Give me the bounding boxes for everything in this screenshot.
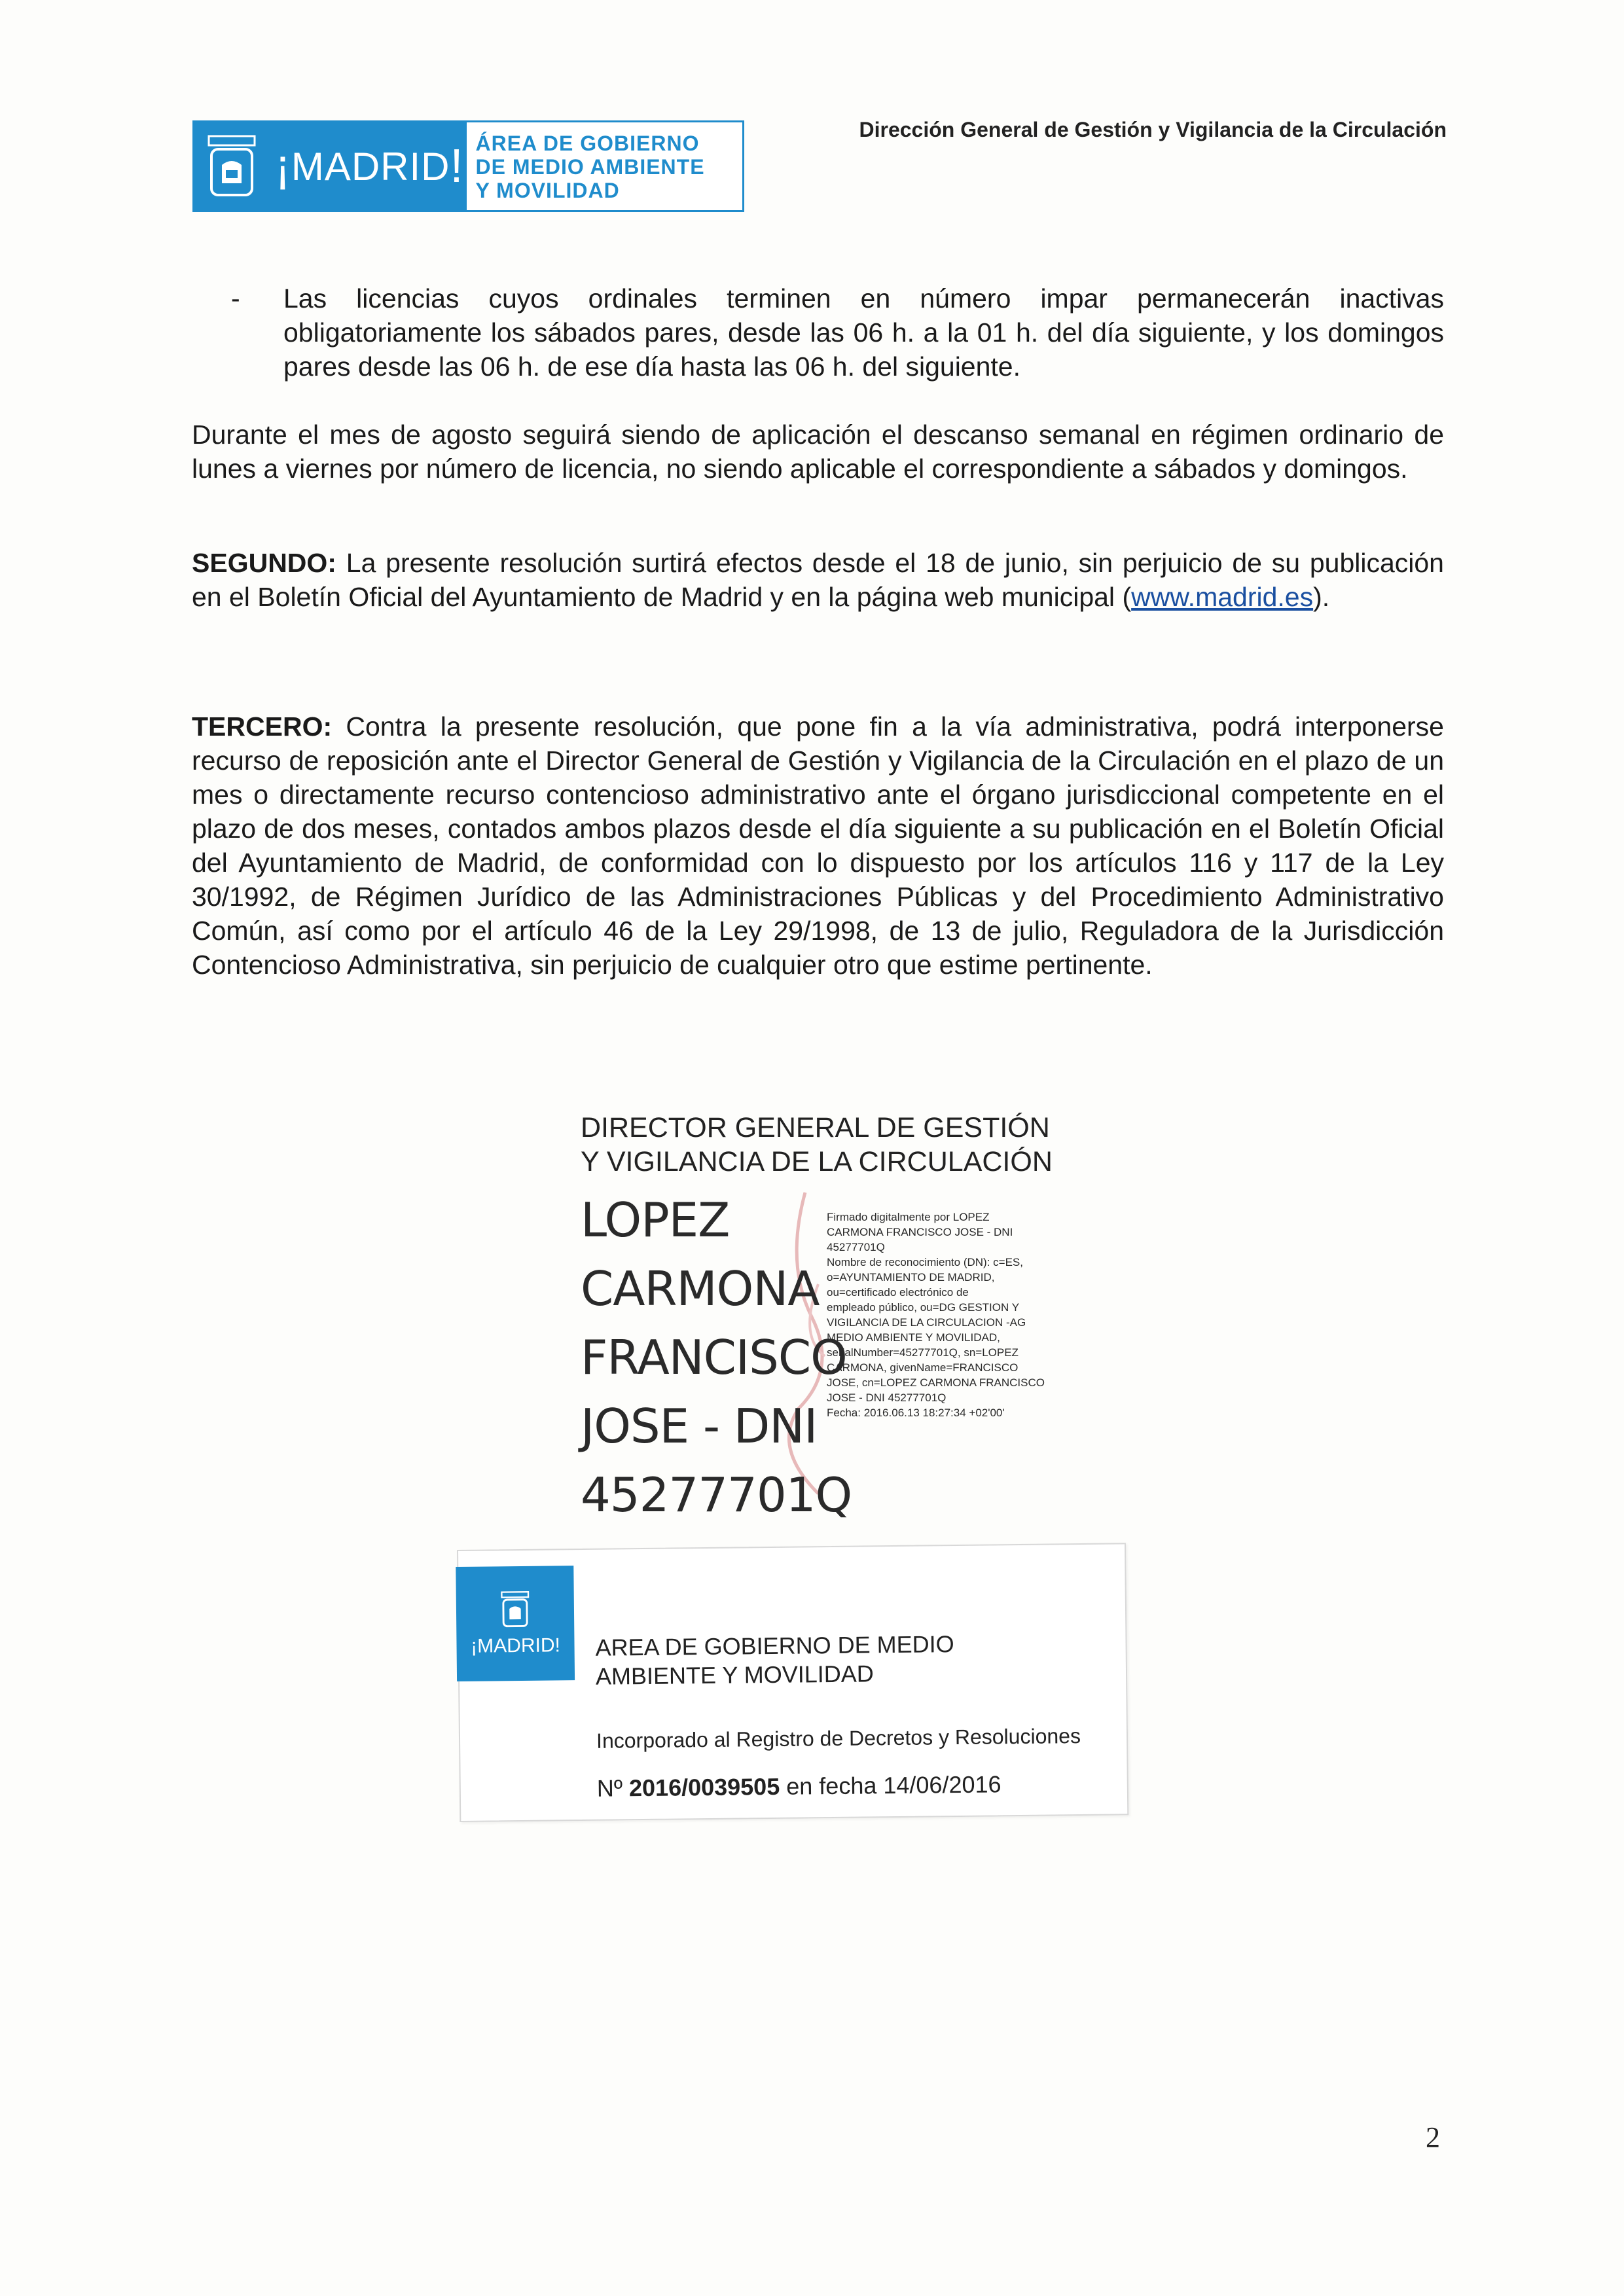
paragraph-durante: Durante el mes de agosto seguirá siendo de aplicación el descanso semanal en régimen ordinario de lunes a viernes por número de licencia, no siendo aplicable el correspondiente a sábados y domingos.	[192, 420, 1444, 484]
segundo-text: La presente resolución surtirá efectos desde el 18 de junio, sin perjuicio de su publicación en el Boletín Oficial del Ayuntamiento de Madrid y en la página web municipal	[192, 548, 1444, 612]
tercero-text: Contra la presente resolución, que pone fin a la vía administrativa, podrá interponerse recurso de reposición ante el Director General de Gestión y Vigilancia de la Circulación en el plazo de un mes o directamente recurso contencioso administrativo ante el órgano jurisdiccional competente en el plazo de dos meses, contados ambos plazos desde el día siguiente a su publicación en el Boletín Oficial del Ayuntamiento de Madrid, de conformidad con lo dispuesto por los artículos 116 y 117 de la Ley 30/1992, de Régimen Jurídico de las Administraciones Públicas y del Procedimiento Administrativo Común, así como por el artículo 46 de la Ley 29/1998, de 13 de julio, Reguladora de la Jurisdicción Contencioso Administrativa, sin perjuicio de cualquier otro que estime pertinente.	[192, 711, 1444, 980]
sig-detail-line: VIGILANCIA DE LA CIRCULACION -AG	[827, 1316, 1026, 1329]
stamp-madrid-logo	[456, 1566, 575, 1681]
stamp-number-prefix: Nº	[596, 1774, 623, 1802]
madrid-website-link[interactable]: www.madrid.es	[1131, 582, 1314, 612]
area-gobierno-box	[465, 120, 745, 212]
signer-name-line: 45277701Q	[581, 1467, 852, 1522]
area-line-3: Y MOVILIDAD	[475, 179, 620, 202]
sig-detail-line: CARMONA FRANCISCO JOSE - DNI	[827, 1226, 1013, 1238]
sig-detail-line: ou=certificado electrónico de	[827, 1286, 969, 1299]
paragraph-tercero	[192, 709, 1444, 982]
stamp-number: 2016/0039505	[628, 1772, 780, 1802]
stamp-area-line: AREA DE GOBIERNO DE MEDIO	[595, 1630, 954, 1661]
area-line-2: DE MEDIO AMBIENTE	[475, 155, 705, 179]
paragraph-segundo	[192, 546, 1444, 614]
signer-title-line: Y VIGILANCIA DE LA CIRCULACIÓN	[581, 1146, 1053, 1177]
sig-detail-line: 45277701Q	[827, 1241, 885, 1253]
stamp-registry-text: Incorporado al Registro de Decretos y Resoluciones	[596, 1724, 1081, 1753]
sig-detail-line: JOSE, cn=LOPEZ CARMONA FRANCISCO	[827, 1376, 1045, 1389]
segundo-open-paren: (	[1122, 582, 1132, 612]
stamp-number-line	[597, 1770, 1001, 1802]
sig-detail-line: JOSE - DNI 45277701Q	[827, 1391, 947, 1404]
page-number: 2	[1426, 2121, 1440, 2153]
segundo-close: ).	[1313, 582, 1330, 612]
stamp-date: en fecha 14/06/2016	[786, 1770, 1001, 1800]
sig-detail-line: Fecha: 2016.06.13 18:27:34 +02'00'	[827, 1407, 1005, 1419]
stamp-area	[595, 1630, 954, 1691]
sig-detail-line: Nombre de reconocimiento (DN): c=ES,	[827, 1256, 1023, 1268]
signer-title	[581, 1111, 1053, 1179]
sig-detail-line: o=AYUNTAMIENTO DE MADRID,	[827, 1271, 995, 1283]
signer-name	[581, 1186, 852, 1530]
bullet-dash: -	[231, 283, 240, 314]
madrid-wordmark-text: MADRID	[291, 144, 450, 188]
signer-name-line: LOPEZ	[581, 1193, 730, 1247]
sig-detail-line: serialNumber=45277701Q, sn=LOPEZ	[827, 1346, 1019, 1359]
madrid-crest-icon	[192, 120, 271, 212]
registry-stamp	[457, 1543, 1128, 1822]
area-line-1: ÁREA DE GOBIERNO	[475, 132, 700, 155]
stamp-crest-icon	[500, 1590, 531, 1628]
digital-signature-details	[827, 1210, 1089, 1420]
madrid-wordmark: ¡ MADRID !	[274, 140, 464, 192]
signer-name-line: JOSE - DNI	[581, 1399, 818, 1454]
sig-detail-line: MEDIO AMBIENTE Y MOVILIDAD,	[827, 1331, 1000, 1344]
bullet-text: Las licencias cuyos ordinales terminen en número impar permanecerán inactivas obligatoriamente los sábados pares, desde las 06 h. a la 01 h. del día siguiente, y los domingos pares desde las 06 h. de ese día hasta las 06 h. del siguiente.	[283, 283, 1444, 382]
segundo-lead: SEGUNDO:	[192, 548, 336, 578]
signer-name-line: CARMONA	[581, 1261, 820, 1316]
sig-detail-line: empleado público, ou=DG GESTION Y	[827, 1301, 1020, 1314]
direction-heading: Dirección General de Gestión y Vigilancia de la Circulación	[859, 118, 1447, 141]
stamp-area-line: AMBIENTE Y MOVILIDAD	[595, 1660, 875, 1690]
tercero-lead: TERCERO:	[192, 711, 333, 742]
sig-detail-line: CARMONA, givenName=FRANCISCO	[827, 1361, 1019, 1374]
madrid-logo	[192, 120, 744, 212]
stamp-madrid-wordmark: ¡MADRID!	[471, 1634, 561, 1657]
sig-detail-line: Firmado digitalmente por LOPEZ	[827, 1211, 990, 1223]
signer-name-line: FRANCISCO	[581, 1330, 847, 1385]
signer-title-line: DIRECTOR GENERAL DE GESTIÓN	[581, 1112, 1050, 1143]
